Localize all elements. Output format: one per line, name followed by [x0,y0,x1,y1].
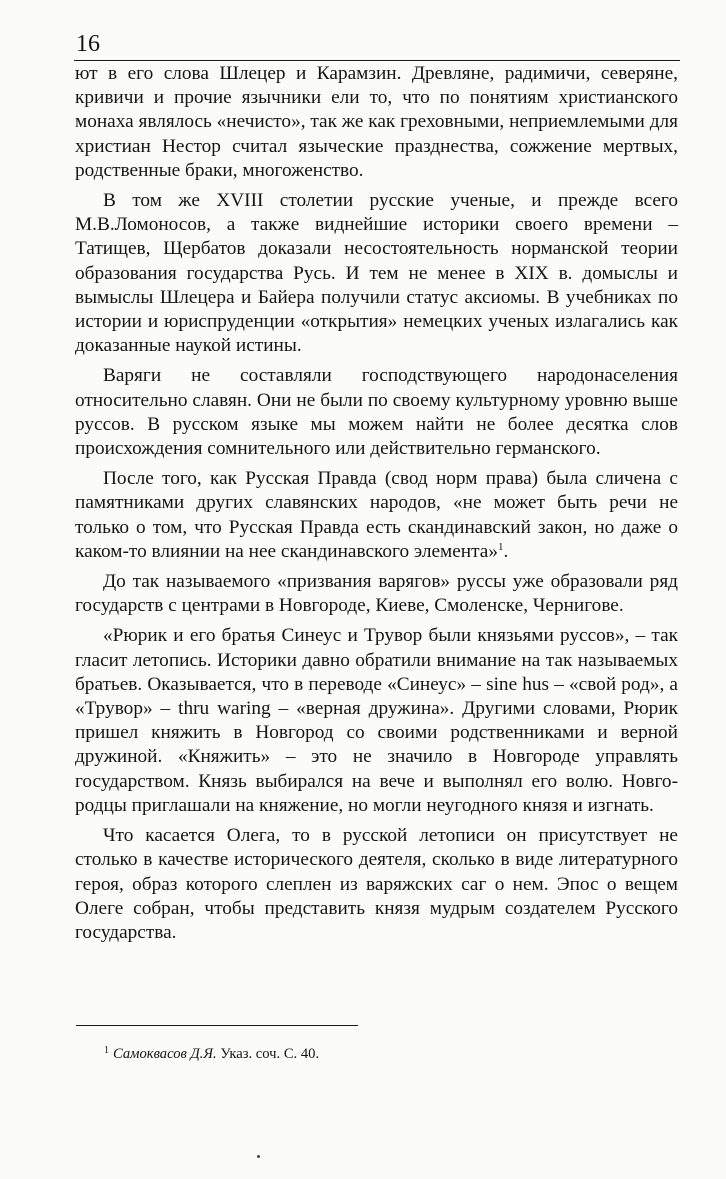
footnote [104,1042,319,1063]
paragraph-3: Варяги не составляли господствующего народонаселения относительно славян. Они не были по своему культурному уровню выше руссов. В русском языке мы можем найти не более десятка слов происхождения сомнительного или действительно германского. [75,365,678,460]
paragraph-1: ют в его слова Шлецер и Карамзин. Древляне, радимичи, северяне, кривичи и прочие язычники ели то, что по понятиям христианского монаха являлось «нечисто», так же как греховными, неприемлемыми для христиан Нестор считал языческие празднества, сожжение мертвых, родственные браки, многоженство. [75,63,678,181]
page-number: 16 [76,31,100,57]
print-speck [257,1155,260,1158]
header-rule [74,60,680,61]
paragraph-5: До так называемого «призвания варягов» руссы уже образовали ряд государств с центрами в Новгороде, Киеве, Смоленске, Чернигове. [75,571,678,617]
paragraph-4-tail: . [503,540,509,562]
paragraph-6: «Рюрик и его братья Синеус и Трувор были князьями руссов», – так гласит летопись. Историки давно обратили внимание на так называемых братьев. Оказывается, что в переводе «Синеус» – sine hus – «свой род», а «Трувор» – thru waring – «верная дружина». Другими словами, Рюрик пришел княжить в Новгород со своими родственниками и верной дружиной. «Княжить» – это не значило в Новгороде управлять государством. Князь выбирался на вече и выполнял его волю. Новгородцы приглашали на княжение, но могли неугодного князя и изгнать. [75,625,678,816]
footnote-mark: 1 [104,1045,109,1056]
paragraph-4-text: После того, как Русская Правда (свод норм права) была сличена с памятниками других славянских народов, «не может быть речи не только о том, что Русская Правда есть скандинавский закон, но даже о каком-то влиянии на нее скандинавского элемента» [75,468,678,562]
footnote-rule [76,1025,358,1026]
body-text [75,62,678,951]
footnote-reference[interactable]: 1 [497,540,504,553]
footnote-author: Самоквасов Д.Я. [113,1046,217,1062]
paragraph-7: Что касается Олега, то в русской летописи он присутствует не столько в качестве исторического деятеля, сколько в виде литературного героя, образ которого слеплен из варяжских саг о нем. Эпос о вещем Олеге собран, чтобы представить князя мудрым создателем Русского государства. [75,825,678,943]
paragraph-2: В том же XVIII столетии русские ученые, и прежде всего М.В.Ломоносов, а также виднейшие историки своего времени – Татищев, Щербатов доказали несостоятельность норманской теории образования государства Русь. И тем не менее в XIX в. домыслы и вымыслы Шлецера и Байера получили статус аксиомы. В учебниках по истории и юриспруденции «открытия» немецких ученых излагались как доказанные наукой истины. [75,190,678,357]
footnote-citation: Указ. соч. С. 40. [220,1046,320,1062]
paragraph-4 [75,467,678,564]
